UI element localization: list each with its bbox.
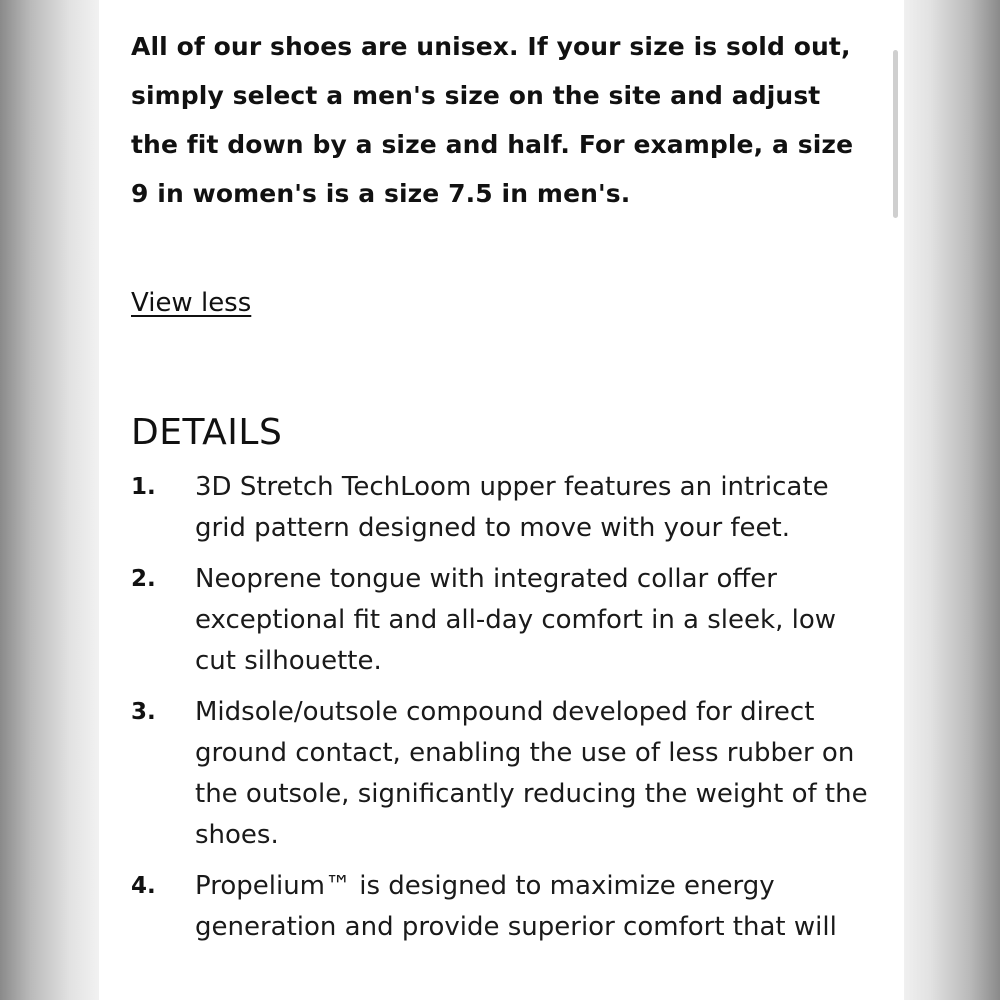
details-item-number: 2. (131, 566, 156, 592)
details-item (131, 559, 876, 682)
details-heading: DETAILS (131, 412, 283, 453)
view-less-link[interactable]: View less (131, 288, 252, 318)
product-page (99, 0, 904, 1000)
details-item (131, 467, 876, 549)
details-list (131, 467, 876, 948)
details-item-number: 1. (131, 474, 156, 500)
details-item-number: 4. (131, 873, 156, 899)
details-item-text: Midsole/outsole compound developed for direct ground contact, enabling the use of less rubber on the outsole, significantly reducing the weight of the shoes. (195, 697, 868, 850)
details-item (131, 866, 876, 948)
sizing-note: All of our shoes are unisex. If your size is sold out, simply select a men's size on the site and adjust the fit down by a size and half. For example, a size 9 in women's is a size 7.5 in men's. (131, 32, 854, 208)
details-item (131, 692, 876, 856)
details-item-text: 3D Stretch TechLoom upper features an intricate grid pattern designed to move with your feet. (195, 472, 829, 543)
details-item-text: Propelium™ is designed to maximize energy generation and provide superior comfort that will (195, 871, 837, 942)
details-item-text: Neoprene tongue with integrated collar offer exceptional fit and all-day comfort in a sleek, low cut silhouette. (195, 564, 836, 676)
details-item-number: 3. (131, 699, 156, 725)
product-description (131, 22, 876, 958)
scrollbar[interactable] (893, 50, 898, 218)
